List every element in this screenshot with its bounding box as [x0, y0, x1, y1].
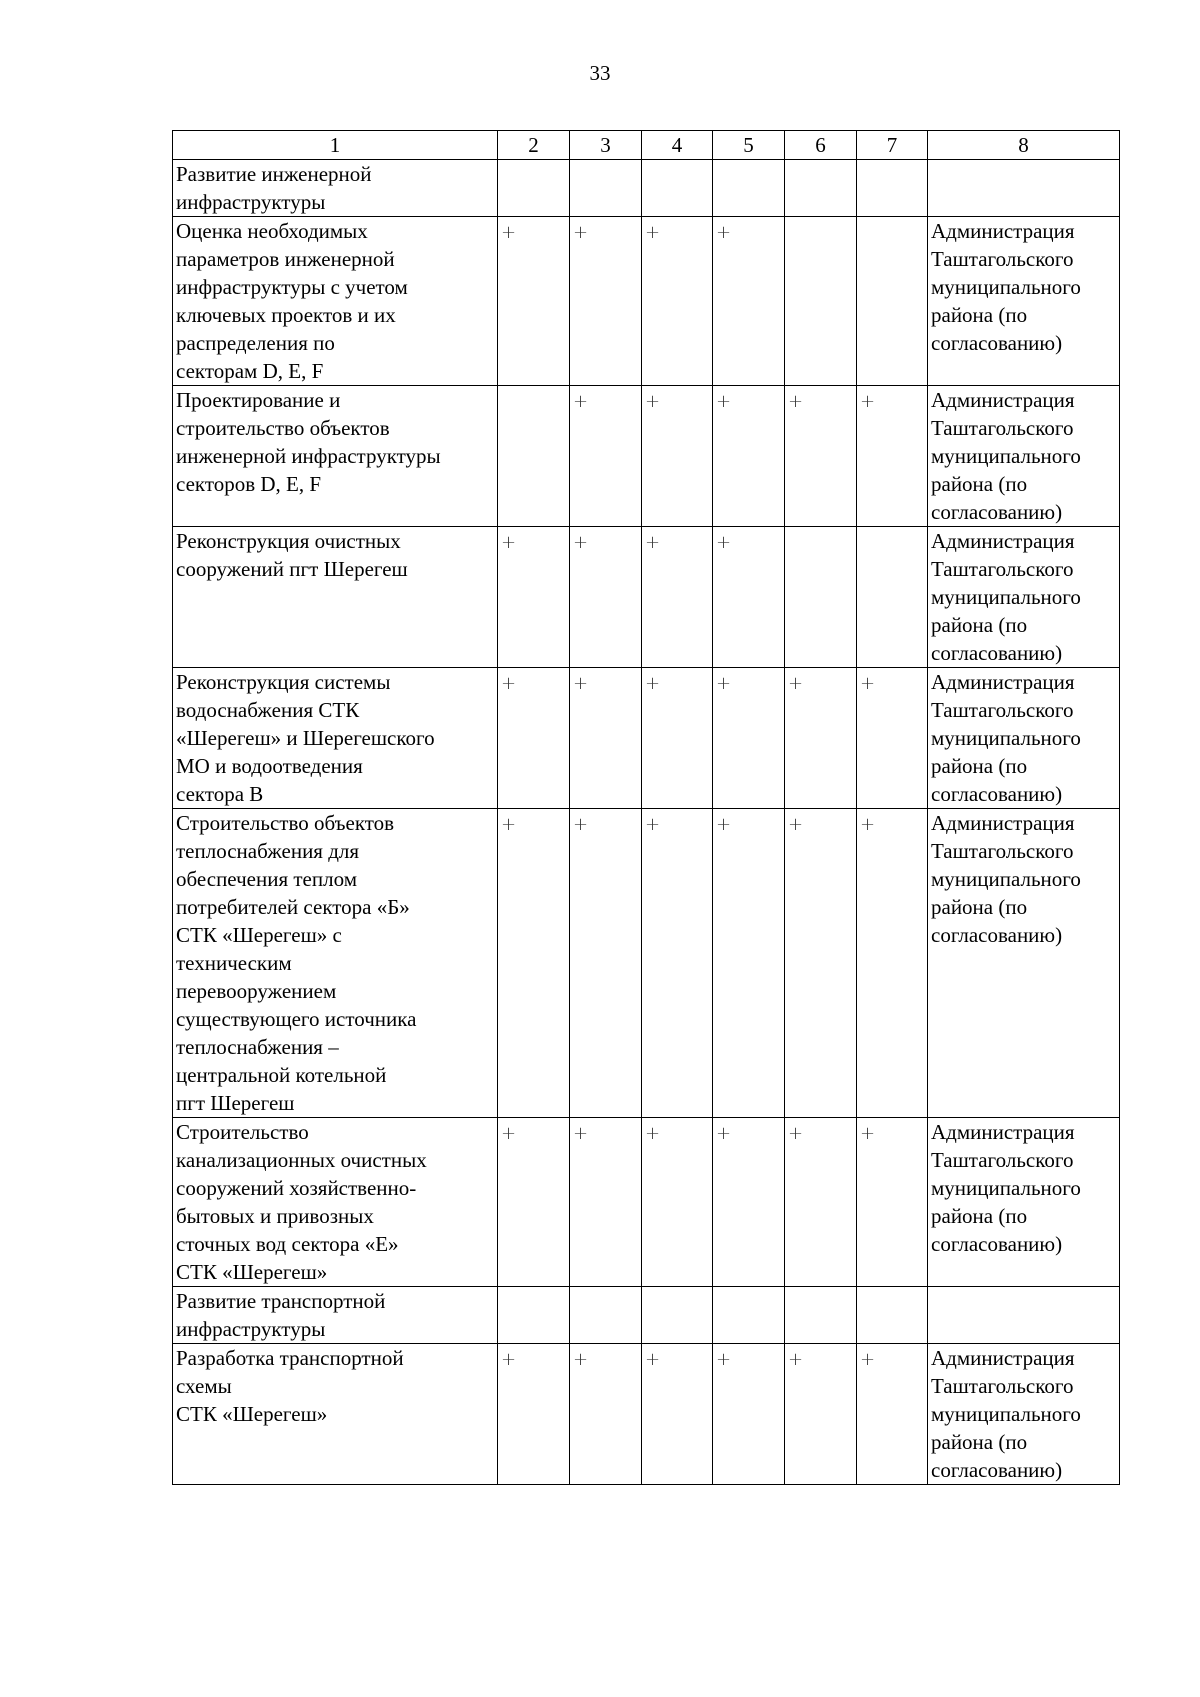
period-mark-cell [785, 527, 857, 668]
column-header-4: 4 [642, 131, 713, 160]
table-row [173, 1118, 1120, 1287]
period-mark-cell [642, 217, 713, 386]
executor-line: согласованию) [931, 641, 1063, 665]
measure-name-line: потребителей сектора «Б» [176, 895, 410, 919]
plus-mark: + [645, 1349, 661, 1370]
period-mark-cell [785, 668, 857, 809]
measure-name-line: техническим [176, 951, 292, 975]
period-mark-cell [642, 1118, 713, 1287]
period-mark-cell [713, 668, 785, 809]
executor-line: Таштагольского [931, 1148, 1074, 1172]
measure-name-line: СТК «Шерегеш» [176, 1402, 328, 1426]
period-mark-cell [570, 527, 642, 668]
period-mark-cell [498, 160, 570, 217]
plus-mark: + [788, 391, 804, 412]
executor-line: Администрация [931, 670, 1075, 694]
period-mark-cell [498, 668, 570, 809]
plus-mark: + [573, 391, 589, 412]
period-mark-cell [857, 809, 928, 1118]
column-header-8: 8 [928, 131, 1120, 160]
measure-name-line: ключевых проектов и их [176, 303, 396, 327]
table-row [173, 527, 1120, 668]
period-mark-cell [785, 1118, 857, 1287]
period-mark-cell [785, 1344, 857, 1485]
period-mark-cell [857, 160, 928, 217]
plus-mark: + [501, 532, 517, 553]
period-mark-cell [785, 1287, 857, 1344]
period-mark-cell [857, 217, 928, 386]
plus-mark: + [716, 532, 732, 553]
measure-name-cell [173, 1287, 498, 1344]
executor-line: муниципального [931, 726, 1081, 750]
period-mark-cell [498, 1287, 570, 1344]
executor-line: Таштагольского [931, 557, 1074, 581]
plus-mark: + [501, 1349, 517, 1370]
measure-name-line: теплоснабжения – [176, 1035, 339, 1059]
executor-line: Администрация [931, 219, 1075, 243]
measure-name-line: Проектирование и [176, 388, 341, 412]
period-mark-cell [642, 527, 713, 668]
plus-mark: + [716, 1123, 732, 1144]
measure-name-line: Реконструкция очистных [176, 529, 401, 553]
period-mark-cell [498, 217, 570, 386]
measure-name-line: инфраструктуры [176, 190, 326, 214]
executor-line: района (по [931, 754, 1028, 778]
measure-name-line: МО и водоотведения [176, 754, 363, 778]
measure-name-line: Разработка транспортной [176, 1346, 404, 1370]
measures-table [172, 130, 1120, 1485]
plus-mark: + [716, 391, 732, 412]
measure-name-line: бытовых и привозных [176, 1204, 374, 1228]
column-header-1: 1 [173, 131, 498, 160]
period-mark-cell [498, 1344, 570, 1485]
column-header-3: 3 [570, 131, 642, 160]
measure-name-line: параметров инженерной [176, 247, 395, 271]
plus-mark: + [716, 814, 732, 835]
table-row [173, 217, 1120, 386]
executor-line: Администрация [931, 1120, 1075, 1144]
executor-line: Таштагольского [931, 839, 1074, 863]
measure-name-line: Развитие инженерной [176, 162, 372, 186]
measure-name-line: водоснабжения СТК [176, 698, 360, 722]
executor-cell [928, 668, 1120, 809]
plus-mark: + [788, 1349, 804, 1370]
executor-line: муниципального [931, 275, 1081, 299]
period-mark-cell [570, 809, 642, 1118]
plus-mark: + [645, 391, 661, 412]
plus-mark: + [645, 532, 661, 553]
plus-mark: + [573, 1123, 589, 1144]
period-mark-cell [857, 1118, 928, 1287]
period-mark-cell [570, 160, 642, 217]
period-mark-cell [785, 386, 857, 527]
plus-mark: + [860, 673, 876, 694]
executor-line: согласованию) [931, 782, 1063, 806]
executor-cell [928, 1287, 1120, 1344]
period-mark-cell [713, 1344, 785, 1485]
plus-mark: + [501, 673, 517, 694]
executor-cell [928, 1118, 1120, 1287]
measure-name-line: распределения по [176, 331, 335, 355]
period-mark-cell [570, 1287, 642, 1344]
measure-name-line: инфраструктуры [176, 1317, 326, 1341]
measure-name-cell [173, 160, 498, 217]
plus-mark: + [645, 1123, 661, 1144]
executor-cell [928, 160, 1120, 217]
plus-mark: + [860, 1349, 876, 1370]
executor-line: района (по [931, 303, 1028, 327]
plus-mark: + [573, 222, 589, 243]
plus-mark: + [716, 673, 732, 694]
period-mark-cell [713, 527, 785, 668]
period-mark-cell [857, 386, 928, 527]
plus-mark: + [573, 532, 589, 553]
period-mark-cell [498, 1118, 570, 1287]
executor-line: района (по [931, 472, 1028, 496]
executor-cell [928, 217, 1120, 386]
executor-line: района (по [931, 1204, 1028, 1228]
executor-line: согласованию) [931, 923, 1063, 947]
plus-mark: + [573, 814, 589, 835]
measure-name-line: инфраструктуры с учетом [176, 275, 408, 299]
period-mark-cell [857, 668, 928, 809]
period-mark-cell [713, 1287, 785, 1344]
measure-name-line: обеспечения теплом [176, 867, 357, 891]
plus-mark: + [860, 814, 876, 835]
measure-name-cell [173, 809, 498, 1118]
executor-line: района (по [931, 1430, 1028, 1454]
period-mark-cell [857, 527, 928, 668]
header-row [173, 131, 1120, 160]
measure-name-line: строительство объектов [176, 416, 390, 440]
measure-name-line: сектора В [176, 782, 264, 806]
period-mark-cell [713, 386, 785, 527]
period-mark-cell [713, 160, 785, 217]
measure-name-line: секторов D, E, F [176, 472, 322, 496]
plus-mark: + [645, 673, 661, 694]
period-mark-cell [713, 809, 785, 1118]
measure-name-line: Строительство [176, 1120, 309, 1144]
executor-cell [928, 1344, 1120, 1485]
measure-name-line: пгт Шерегеш [176, 1091, 295, 1115]
period-mark-cell [570, 1118, 642, 1287]
plus-mark: + [716, 222, 732, 243]
executor-line: района (по [931, 895, 1028, 919]
table-row [173, 809, 1120, 1118]
period-mark-cell [570, 217, 642, 386]
plus-mark: + [645, 222, 661, 243]
period-mark-cell [857, 1344, 928, 1485]
executor-line: муниципального [931, 585, 1081, 609]
measure-name-line: сточных вод сектора «Е» [176, 1232, 399, 1256]
measure-name-line: Оценка необходимых [176, 219, 368, 243]
period-mark-cell [498, 809, 570, 1118]
period-mark-cell [642, 160, 713, 217]
measure-name-line: центральной котельной [176, 1063, 387, 1087]
period-mark-cell [713, 1118, 785, 1287]
table-row [173, 1344, 1120, 1485]
executor-line: Администрация [931, 811, 1075, 835]
period-mark-cell [785, 217, 857, 386]
executor-line: Таштагольского [931, 247, 1074, 271]
plus-mark: + [573, 673, 589, 694]
plus-mark: + [501, 814, 517, 835]
executor-line: согласованию) [931, 1458, 1063, 1482]
table-body [173, 131, 1120, 1485]
measure-name-line: перевооружением [176, 979, 337, 1003]
period-mark-cell [498, 527, 570, 668]
plus-mark: + [501, 222, 517, 243]
executor-line: Таштагольского [931, 416, 1074, 440]
measure-name-line: теплоснабжения для [176, 839, 360, 863]
measure-name-line: Развитие транспортной [176, 1289, 386, 1313]
measure-name-line: СТК «Шерегеш» с [176, 923, 342, 947]
period-mark-cell [642, 1344, 713, 1485]
plus-mark: + [573, 1349, 589, 1370]
executor-line: Таштагольского [931, 698, 1074, 722]
measure-name-cell [173, 217, 498, 386]
measure-name-line: сооружений пгт Шерегеш [176, 557, 408, 581]
period-mark-cell [570, 1344, 642, 1485]
period-mark-cell [785, 809, 857, 1118]
executor-cell [928, 386, 1120, 527]
table-row [173, 160, 1120, 217]
measure-name-cell [173, 527, 498, 668]
period-mark-cell [570, 668, 642, 809]
executor-line: согласованию) [931, 500, 1063, 524]
column-header-7: 7 [857, 131, 928, 160]
executor-line: Администрация [931, 529, 1075, 553]
measure-name-line: СТК «Шерегеш» [176, 1260, 328, 1284]
executor-line: Администрация [931, 388, 1075, 412]
plus-mark: + [788, 814, 804, 835]
plus-mark: + [860, 391, 876, 412]
period-mark-cell [713, 217, 785, 386]
measure-name-line: Реконструкция системы [176, 670, 391, 694]
period-mark-cell [642, 386, 713, 527]
executor-line: согласованию) [931, 1232, 1063, 1256]
plus-mark: + [860, 1123, 876, 1144]
period-mark-cell [498, 386, 570, 527]
table-row [173, 668, 1120, 809]
plus-mark: + [716, 1349, 732, 1370]
table-row [173, 386, 1120, 527]
page-number: 33 [589, 61, 611, 85]
measure-name-cell [173, 1118, 498, 1287]
period-mark-cell [642, 1287, 713, 1344]
measure-name-line: существующего источника [176, 1007, 417, 1031]
measure-name-line: Строительство объектов [176, 811, 395, 835]
executor-line: муниципального [931, 1176, 1081, 1200]
executor-cell [928, 527, 1120, 668]
plus-mark: + [788, 673, 804, 694]
measure-name-line: «Шерегеш» и Шерегешского [176, 726, 435, 750]
measure-name-cell [173, 668, 498, 809]
executor-line: муниципального [931, 1402, 1081, 1426]
executor-cell [928, 809, 1120, 1118]
column-header-2: 2 [498, 131, 570, 160]
measure-name-cell [173, 1344, 498, 1485]
executor-line: Администрация [931, 1346, 1075, 1370]
period-mark-cell [642, 668, 713, 809]
period-mark-cell [857, 1287, 928, 1344]
period-mark-cell [570, 386, 642, 527]
plus-mark: + [501, 1123, 517, 1144]
period-mark-cell [642, 809, 713, 1118]
column-header-5: 5 [713, 131, 785, 160]
plus-mark: + [788, 1123, 804, 1144]
plus-mark: + [645, 814, 661, 835]
executor-line: согласованию) [931, 331, 1063, 355]
column-header-6: 6 [785, 131, 857, 160]
period-mark-cell [785, 160, 857, 217]
table-row [173, 1287, 1120, 1344]
executor-line: муниципального [931, 867, 1081, 891]
executor-line: муниципального [931, 444, 1081, 468]
executor-line: района (по [931, 613, 1028, 637]
measure-name-cell [173, 386, 498, 527]
measure-name-line: секторам D, E, F [176, 359, 324, 383]
measure-name-line: канализационных очистных [176, 1148, 427, 1172]
measure-name-line: сооружений хозяйственно- [176, 1176, 417, 1200]
executor-line: Таштагольского [931, 1374, 1074, 1398]
measure-name-line: инженерной инфраструктуры [176, 444, 441, 468]
measure-name-line: схемы [176, 1374, 232, 1398]
